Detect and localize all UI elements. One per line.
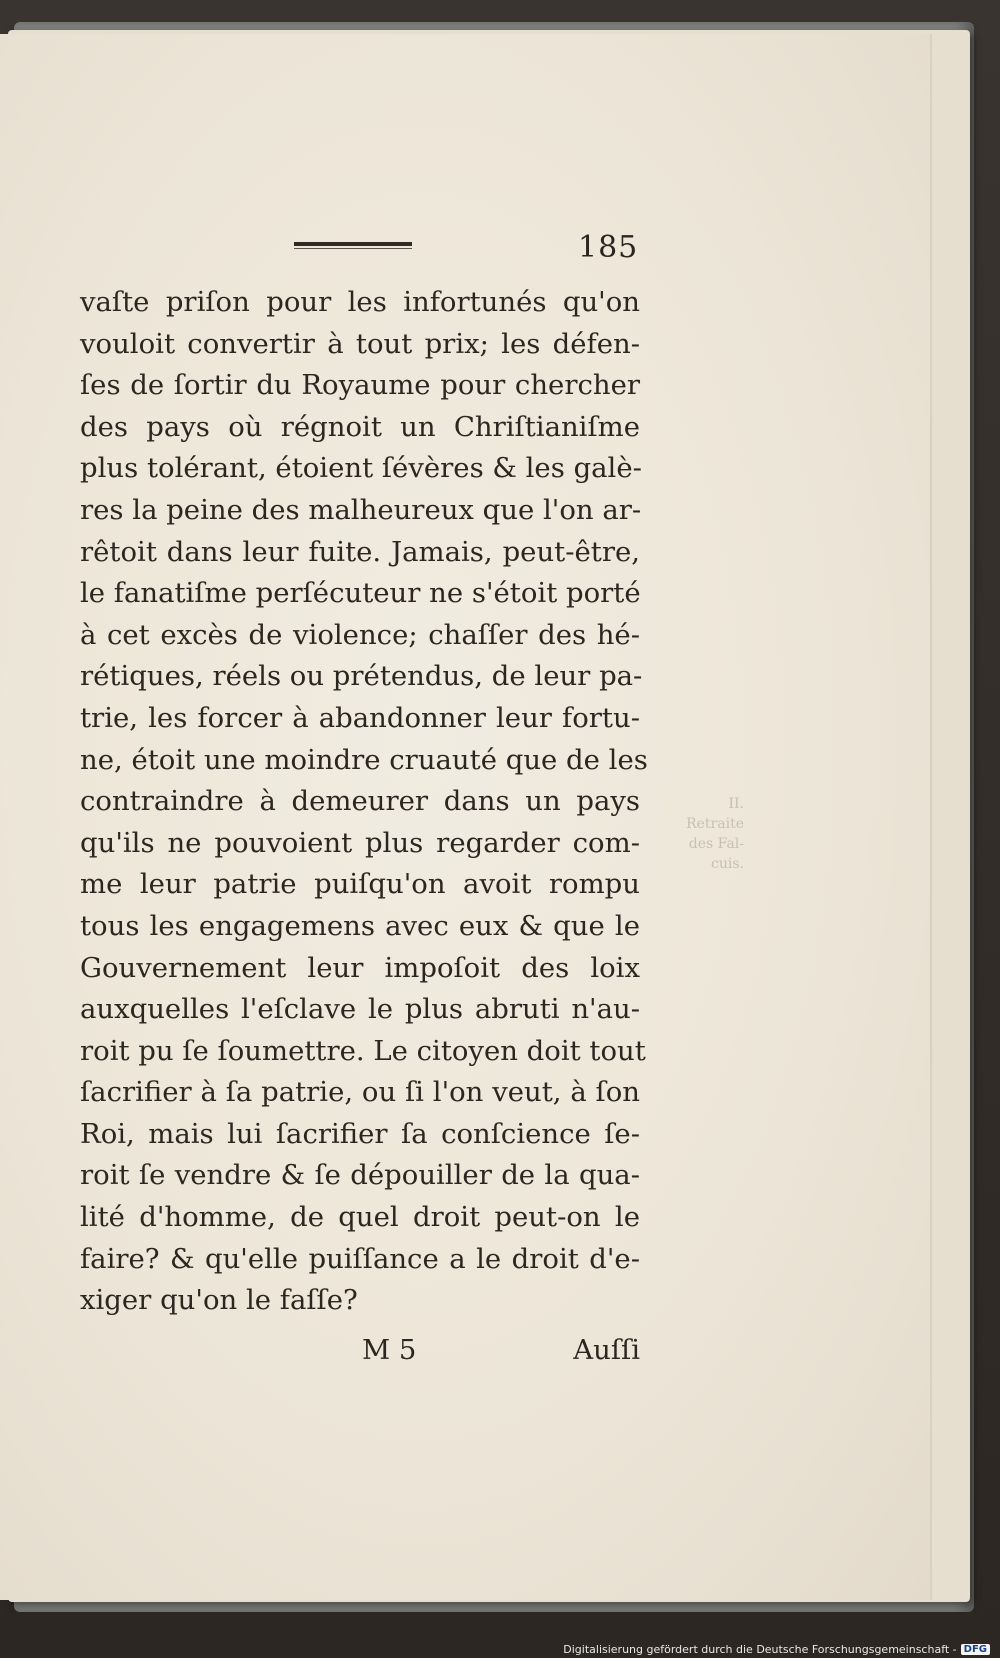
- text-line: ne, étoit une moindre cruauté que de les: [80, 743, 648, 776]
- text-line: rétiques, réels ou prétendus, de leur pa-: [80, 660, 643, 693]
- text-line: ſacrifier à ſa patrie, ou ſi l'on veut, à ſon: [80, 1076, 640, 1109]
- text-line: qu'ils ne pouvoient plus regarder com-: [80, 826, 640, 859]
- text-line: plus tolérant, étoient ſévères & les galè-: [80, 452, 642, 485]
- text-line: Roi, mais lui ſacrifier ſa conſcience ſe-: [80, 1117, 640, 1150]
- text-line: Gouvernement leur impoſoit des loix: [80, 951, 640, 984]
- text-line: me leur patrie puiſqu'on avoit rompu: [80, 868, 640, 901]
- credit-text: Digitalisierung gefördert durch die Deutsche Forschungsgemeinschaft -: [563, 1643, 957, 1656]
- text-line: à cet excès de violence; chaſſer des hé-: [80, 618, 640, 651]
- signature-mark: M 5: [362, 1334, 417, 1366]
- dfg-logo: DFG: [961, 1644, 990, 1655]
- text-line: contraindre à demeurer dans un pays: [80, 785, 640, 818]
- text-line: auxquelles l'eſclave le plus abruti n'au-: [80, 993, 640, 1026]
- text-line: vouloit convertir à tout prix; les défen-: [80, 327, 640, 360]
- digitization-credit: [563, 1643, 990, 1656]
- text-line: trie, les forcer à abandonner leur fortu-: [80, 701, 640, 734]
- text-line: faire? & qu'elle puiſſance a le droit d'e-: [80, 1242, 640, 1275]
- text-line: ſes de ſortir du Royaume pour chercher: [80, 369, 640, 402]
- text-line: rêtoit dans leur fuite. Jamais, peut-être,: [80, 535, 640, 568]
- margin-note-line: II.: [728, 796, 744, 812]
- text-line: lité d'homme, de quel droit peut-on le: [80, 1201, 640, 1234]
- body-text: [80, 282, 648, 1322]
- catch-line: [80, 1334, 640, 1374]
- text-line: roit pu ſe ſoumettre. Le citoyen doit tout: [80, 1034, 646, 1067]
- text-line: le fanatiſme perſécuteur ne s'étoit porté: [80, 577, 641, 610]
- margin-note-line: des Fal-: [688, 836, 744, 852]
- text-line: tous les engagemens avec eux & que le: [80, 909, 640, 942]
- text-line: xiger qu'on le faſſe?: [80, 1284, 358, 1317]
- margin-note-line: cuis.: [711, 856, 744, 872]
- text-line: vaſte priſon pour les infortunés qu'on: [80, 286, 640, 318]
- margin-note-line: Retraite: [686, 816, 744, 832]
- catchword: Auſſi: [573, 1334, 640, 1366]
- page-number: 185: [578, 230, 639, 265]
- show-through-margin-note: [672, 794, 744, 874]
- text-line: roit ſe vendre & ſe dépouiller de la qua-: [80, 1159, 640, 1192]
- header-rule: [294, 240, 412, 250]
- text-line: des pays où régnoit un Chriſtianiſme: [80, 410, 640, 443]
- book-page: [0, 34, 932, 1600]
- text-line: res la peine des malheureux que l'on ar-: [80, 493, 642, 526]
